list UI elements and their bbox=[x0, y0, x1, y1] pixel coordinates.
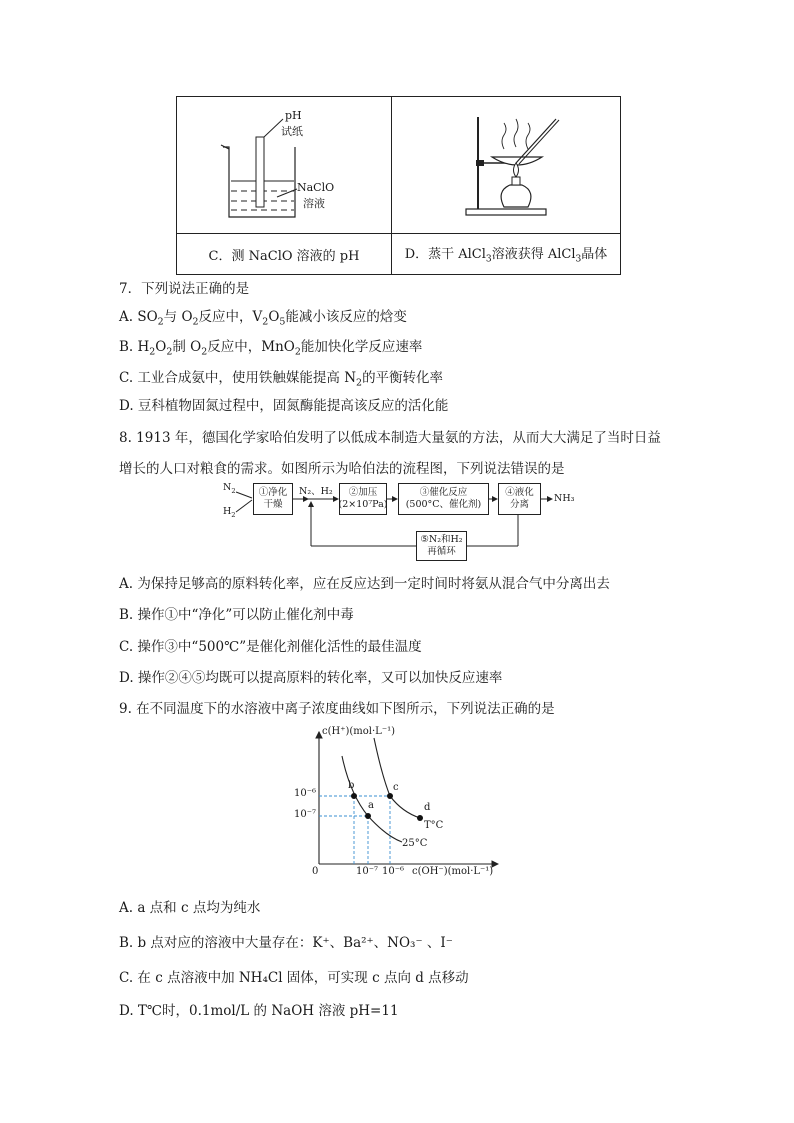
curve-t-label: T°C bbox=[424, 820, 444, 831]
apparatus-table bbox=[176, 96, 621, 275]
x-tick-1e-7: 10⁻⁷ bbox=[356, 866, 379, 877]
x-tick-1e-6: 10⁻⁶ bbox=[382, 866, 405, 877]
point-a-label: a bbox=[368, 800, 374, 811]
y-axis-label: c(H⁺)(mol·L⁻¹) bbox=[322, 726, 396, 737]
n2-h2-mid-label: N₂、H₂ bbox=[299, 486, 333, 497]
h2-input-label: $H_2$ bbox=[223, 506, 236, 519]
caption-d: D．蒸干 AlCl$_3$溶液获得 AlCl$_3$晶体 bbox=[392, 234, 621, 275]
origin-label: 0 bbox=[312, 866, 319, 877]
y-tick-1e-7: 10⁻⁷ bbox=[294, 809, 317, 820]
q8-option-a: A. 为保持足够高的原料转化率，应在反应达到一定时间时将氨从混合气中分离出去 bbox=[119, 576, 610, 592]
n2-input-label: $N_2$ bbox=[223, 482, 236, 495]
q9-stem: 9. 在不同温度下的水溶液中离子浓度曲线如下图所示，下列说法正确的是 bbox=[119, 701, 555, 717]
q9-option-b: B. b 点对应的溶液中大量存在：K⁺、Ba²⁺、NO₃⁻ 、I⁻ bbox=[119, 935, 453, 951]
ph-label: pH bbox=[285, 109, 302, 122]
q7-stem: 7．下列说法正确的是 bbox=[119, 281, 250, 297]
q9-option-d: D. T℃时，0.1mol/L 的 NaOH 溶液 pH=11 bbox=[119, 1003, 399, 1019]
step4-liquefy-box: ④液化 分离 bbox=[498, 483, 541, 515]
graph-plot bbox=[290, 724, 510, 884]
evaporation-figure-cell bbox=[392, 97, 621, 234]
y-tick-1e-6: 10⁻⁶ bbox=[294, 788, 317, 799]
point-d-label: d bbox=[424, 802, 431, 813]
q8-option-b: B. 操作①中“净化”可以防止催化剂中毒 bbox=[119, 607, 354, 623]
point-c-label: c bbox=[393, 782, 399, 793]
ph-test-figure-cell bbox=[177, 97, 392, 234]
solution-label: 溶液 bbox=[303, 197, 325, 210]
q7-option-b: B. $H_2O_2$制 $O_2$反应中，MnO$_2$能加快化学反应速率 bbox=[119, 339, 423, 358]
step1-purify-box: ①净化 干燥 bbox=[253, 483, 293, 515]
ph-paper-label: 试纸 bbox=[281, 125, 303, 138]
q8-stem-line2: 增长的人口对粮食的需求。如图所示为哈伯法的流程图，下列说法错误的是 bbox=[119, 461, 565, 477]
q7-option-a: A. $SO_2$与 $O_2$反应中，$V_2O_5$能减小该反应的焓变 bbox=[119, 309, 407, 328]
q7-option-d: D. 豆科植物固氮过程中，固氮酶能提高该反应的活化能 bbox=[119, 398, 449, 414]
q9-option-a: A. a 点和 c 点均为纯水 bbox=[119, 900, 261, 916]
q8-option-d: D. 操作②④⑤均既可以提高原料的转化率，又可以加快反应速率 bbox=[119, 670, 503, 686]
beaker-ph-figure bbox=[177, 97, 391, 233]
haber-flow-chart bbox=[220, 480, 580, 557]
evaporation-figure bbox=[392, 97, 620, 233]
caption-c: C．测 NaClO 溶液的 pH bbox=[177, 234, 392, 275]
step2-compress-box: ②加压 (2×10⁷Pa) bbox=[339, 483, 387, 515]
step3-catalysis-box: ③催化反应 (500°C、催化剂) bbox=[398, 483, 489, 515]
ion-concentration-graph bbox=[290, 724, 510, 884]
curve-25-label: 25°C bbox=[402, 838, 428, 849]
naclo-label: NaClO bbox=[297, 181, 335, 194]
point-b-label: b bbox=[348, 780, 355, 791]
q9-option-c: C. 在 c 点溶液中加 NH₄Cl 固体，可实现 c 点向 d 点移动 bbox=[119, 970, 469, 986]
step5-recycle-box: ⑤N₂和H₂ 再循环 bbox=[416, 531, 467, 561]
nh3-output-label: NH₃ bbox=[554, 493, 575, 504]
q8-option-c: C. 操作③中“500℃”是催化剂催化活性的最佳温度 bbox=[119, 639, 422, 655]
q8-stem-line1: 8. 1913 年，德国化学家哈伯发明了以低成本制造大量氨的方法，从而大大满足了当时日益 bbox=[119, 430, 661, 446]
x-axis-label: c(OH⁻)(mol·L⁻¹) bbox=[412, 866, 494, 877]
q7-option-c: C. 工业合成氨中，使用铁触媒能提高 $N_2$的平衡转化率 bbox=[119, 370, 444, 389]
